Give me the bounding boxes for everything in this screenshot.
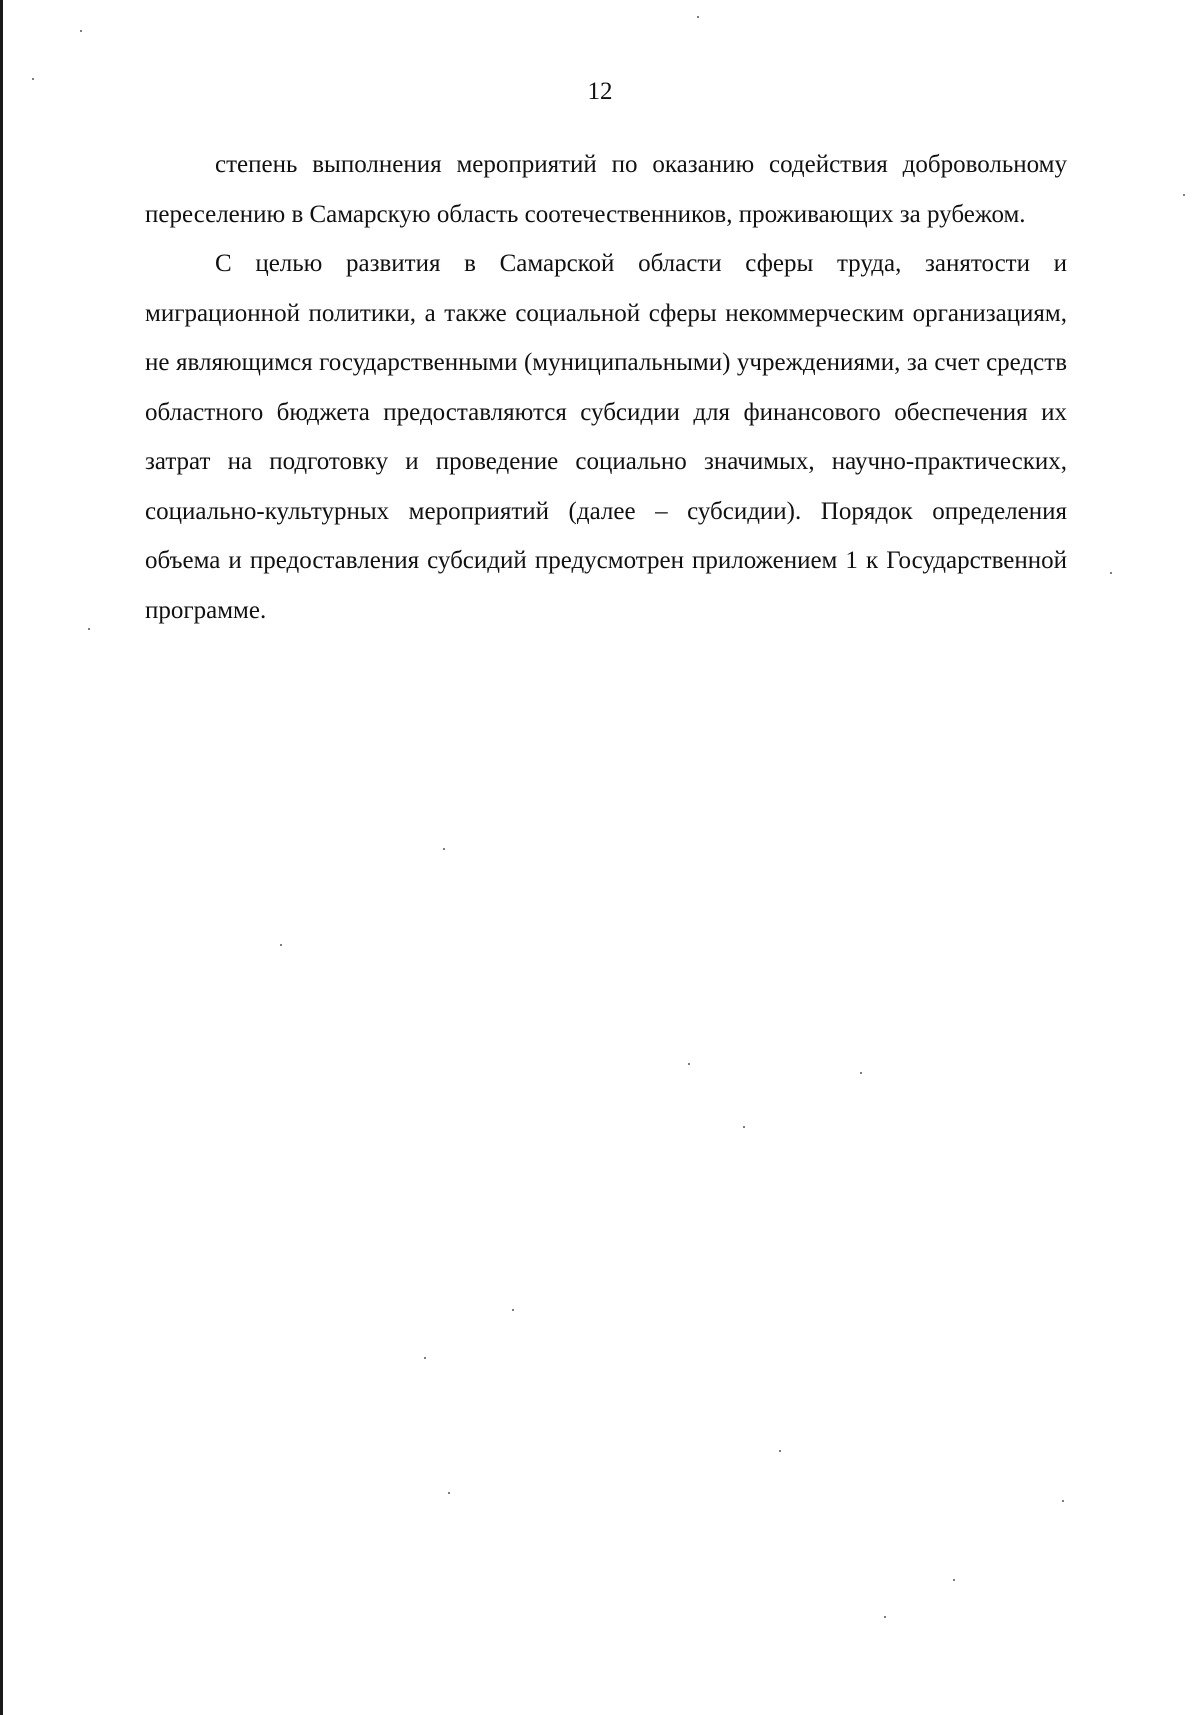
scan-speck xyxy=(280,944,282,946)
scan-speck xyxy=(1062,1500,1064,1502)
paragraph-continuation: степень выполнения мероприятий по оказанию содействия добровольному переселению в Самарскую область соотечественников, проживающих за рубежом. xyxy=(145,151,1067,228)
scan-speck xyxy=(688,1063,690,1065)
page-number: 12 xyxy=(587,78,613,105)
scan-speck xyxy=(424,1357,426,1359)
scan-speck xyxy=(88,628,90,630)
body-text xyxy=(145,140,1067,635)
scan-speck xyxy=(512,1309,514,1311)
scan-speck xyxy=(884,1616,886,1618)
scan-speck xyxy=(860,1072,862,1074)
scan-speck xyxy=(1110,572,1112,574)
paragraph-subsidies: С целью развития в Самарской области сферы труда, занятости и миграционной политики, а также социальной сферы некоммерческим организациям, не являющимся государственными (муниципальными) учреждениями, за счет средств областного бюджета предоставляются субсидии для финансового обеспечения их затрат на подготовку и проведение социально значимых, научно-практических, социально-культурных мероприятий (далее – субсидии). Порядок определения объема и предоставления субсидий предусмотрен приложением 1 к Государственной программе. xyxy=(145,250,1067,624)
scan-speck xyxy=(697,16,699,18)
scan-speck xyxy=(779,1450,781,1452)
scan-speck xyxy=(743,1126,745,1128)
scan-speck xyxy=(32,78,34,80)
scan-speck xyxy=(953,1579,955,1581)
scan-edge-shadow xyxy=(0,0,3,1715)
scan-speck xyxy=(1183,194,1185,196)
scan-speck xyxy=(80,30,82,32)
scan-speck xyxy=(443,848,445,850)
scan-speck xyxy=(448,1492,450,1494)
